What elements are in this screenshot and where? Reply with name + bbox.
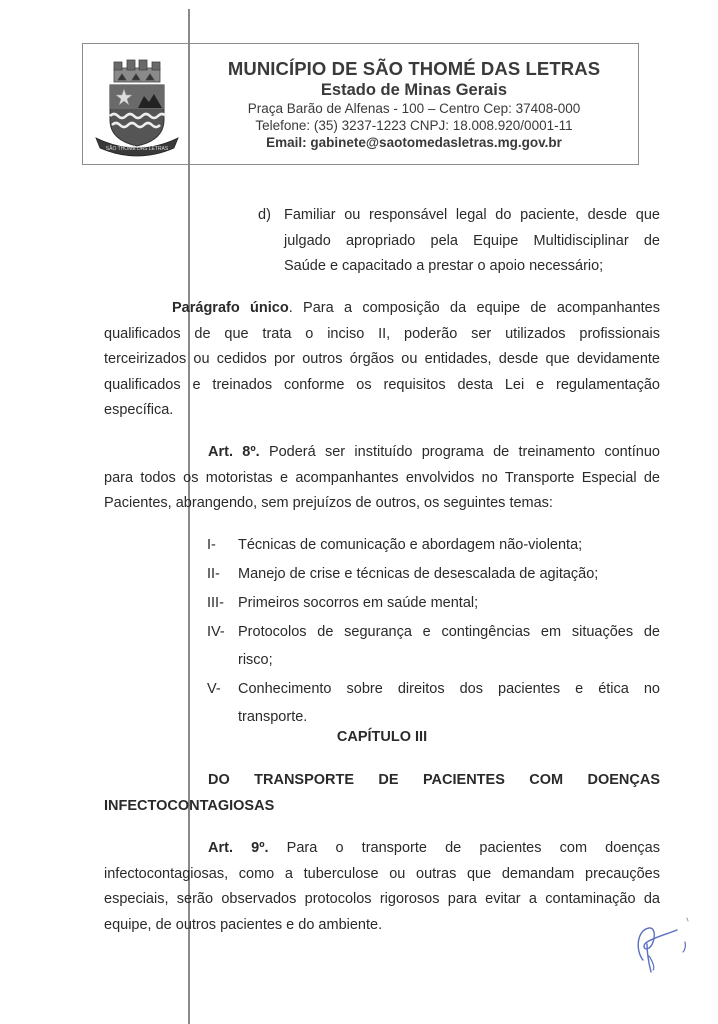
art8-heading: Art. 8º. (208, 444, 260, 460)
item-d-line-1: Familiar ou responsável legal do paciente, desde que (284, 207, 660, 223)
topic-text: Manejo de crise e técnicas de desescalada de agitação; (238, 566, 599, 582)
paragrafo-line-4: qualificados e treinados conforme os requisitos desta Lei e regulamentação (104, 376, 660, 393)
email-line: Email: gabinete@saotomedasletras.mg.gov.br (266, 135, 562, 150)
paragrafo-first-line (104, 296, 660, 322)
topic-text: Técnicas de comunicação e abordagem não-violenta; (238, 537, 583, 553)
paragrafo-line-3: terceirizados ou cedidos por outros órgãos ou entidades, desde que devidamente (104, 351, 660, 367)
municipal-crest-logo (92, 58, 182, 158)
item-d-line-2: julgado apropriado pela Equipe Multidisciplinar de (284, 232, 660, 249)
address-line: Praça Barão de Alfenas - 100 – Centro Cep: 37408-000 (247, 101, 581, 116)
phone-cnpj-line: Telefone: (35) 3237-1223 CNPJ: 18.008.920/0001-11 (255, 118, 573, 133)
topic-text-line-1: Protocolos de segurança e contingências em situações de (238, 624, 660, 640)
art8-first-line (104, 440, 660, 466)
topic-text-line-2: risco; (238, 652, 273, 668)
topic-num: III- (207, 595, 224, 611)
art9-line-3: especiais, serão observados protocolos rigorosos para evitar a contaminação da (104, 891, 660, 907)
topic-item-3 (207, 591, 660, 615)
handwritten-initials-signature (625, 912, 695, 982)
chapter-title: CAPÍTULO III (336, 729, 428, 745)
art8-first-line-text: Poderá ser instituído programa de treinamento contínuo (259, 444, 660, 460)
topic-text-line-1: Conhecimento sobre direitos dos pacientes e ética no (238, 681, 660, 697)
letterhead (190, 58, 638, 151)
crest-ribbon-text: SÃO THOMÉ DAS LETRAS (105, 146, 169, 152)
topic-text: Primeiros socorros em saúde mental; (238, 595, 479, 611)
paragrafo-unico (104, 296, 660, 424)
topic-item-1 (207, 533, 660, 557)
topic-num: V- (207, 681, 221, 697)
chapter-heading-line-2: INFECTOCONTAGIOSAS (104, 797, 275, 814)
item-d-label: d) (258, 207, 271, 223)
art9-heading: Art. 9º. (208, 840, 269, 856)
list-item-d (258, 203, 660, 280)
article-9 (104, 836, 660, 938)
topic-num: I- (207, 537, 216, 553)
topic-num: IV- (207, 624, 225, 640)
art9-first-line-text: Para o transporte de pacientes com doenças (268, 840, 660, 856)
topic-num: II- (207, 566, 220, 582)
topic-item-4 (207, 620, 660, 672)
item-d-line-3: Saúde e capacitado a prestar o apoio necessário; (284, 258, 604, 274)
chapter-heading (104, 768, 660, 819)
municipality-title: MUNICÍPIO DE SÃO THOMÉ DAS LETRAS (227, 58, 601, 79)
paragrafo-first-line-text: . Para a composição da equipe de acompanhantes (288, 300, 661, 316)
paragrafo-line-2: qualificados de que trata o inciso II, poderão ser utilizados profissionais (104, 325, 660, 342)
paragrafo-line-5: específica. (104, 402, 174, 418)
state-subtitle: Estado de Minas Gerais (320, 81, 508, 99)
art9-line-4: equipe, de outros pacientes e do ambiente. (104, 916, 383, 933)
chapter-heading-line-1: DO TRANSPORTE DE PACIENTES COM DOENÇAS (208, 772, 660, 788)
crown-icon (114, 60, 160, 82)
art8-line-3: Pacientes, abrangendo, sem prejuízos de outros, os seguintes temas: (104, 495, 553, 511)
art9-line-2: infectocontagiosas, como a tuberculose ou outras que demandam precauções (104, 865, 660, 882)
art8-topics-list (207, 533, 660, 729)
art9-first-line (104, 836, 660, 862)
art8-line-2: para todos os motoristas e acompanhantes envolvidos no Transporte Especial de (104, 469, 660, 486)
topic-item-2 (207, 562, 660, 586)
paragrafo-heading: Parágrafo único (172, 300, 289, 316)
topic-text-line-2: transporte. (238, 709, 308, 725)
topic-item-5 (207, 677, 660, 729)
article-8 (104, 440, 660, 517)
